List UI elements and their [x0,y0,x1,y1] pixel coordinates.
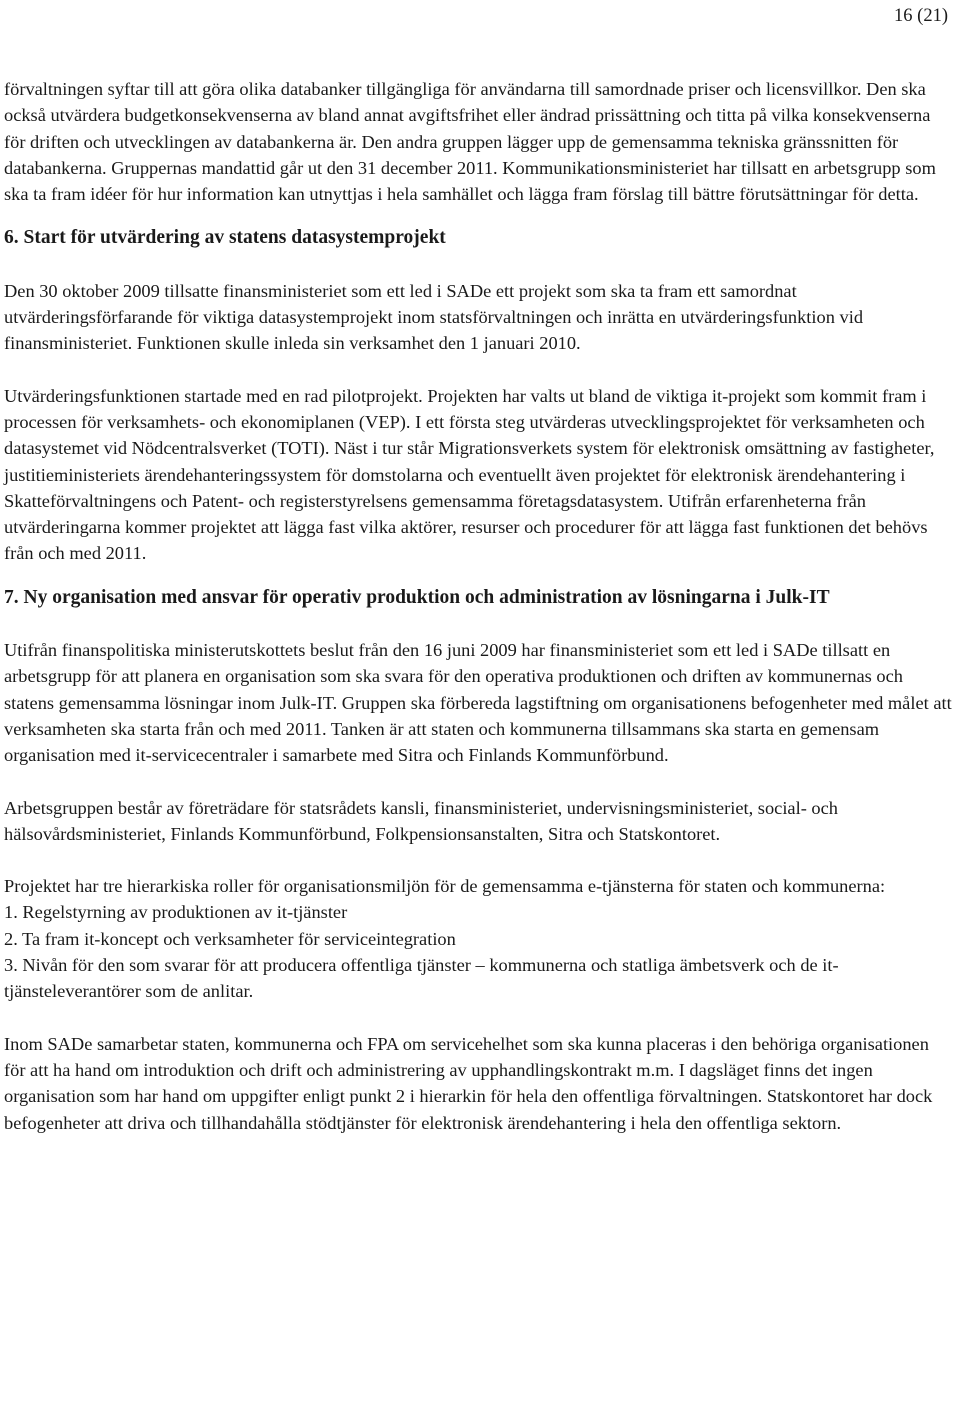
paragraph-sade-samarbete: Inom SADe samarbetar staten, kommunerna och FPA om servicehelhet som ska kunna placeras i den behöriga organisationen för att ha hand om introduktion och drift och administrering av upphandlingskontrakt m.m. I dagsläget finns det ingen organisation som har hand om uppgifter enligt punkt 2 i hierarkin för hela den offentliga förvaltningen. Statskontoret har dock befogenheter att driva och tillhandahålla stödtjänster för elektronisk ärendehantering i hela den offentliga sektorn. [4,1033,933,1133]
paragraph-roller-intro: Projektet har tre hierarkiska roller för organisationsmiljön för de gemensamma e-tjänsterna för staten och kommunerna: [4,876,886,897]
page-number: 16 (21) [894,6,948,26]
list-item: 3. Nivån för den som svarar för att producera offentliga tjänster – kommunerna och statliga ämbetsverk och de it-tjänsteleverantörer som de anlitar. [4,955,839,1002]
paragraph-ny-organisation: Utifrån finanspolitiska ministerutskottets beslut från den 16 juni 2009 har finansministeriet som ett led i SADe tillsatt en arbetsgrupp för att planera en organisation som ska svara för den operativa produktionen och driften av kommunernas och statens gemensamma lösningar inom Julk-IT. Gruppen ska förbereda lagstiftning om organisationens befogenheter med målet att verksamheten ska starta från och med 2011. Tanken är att staten och kommunerna tillsammans ska starta en gemensam organisation med it-servicecentraler i samarbete med Sitra och Finlands Kommunförbund. [4,640,952,766]
paragraph-databanker: förvaltningen syftar till att göra olika databanker tillgängliga för användarna till samordnade priser och licensvillkor. Den ska också utvärdera budgetkonsekvenserna av bland annat avgiftsfrihet eller ändrad prissättning och titta på vilka konsekvenserna för driften och utvecklingen av databankerna är. Den andra gruppen lägger upp de gemensamma tekniska gränssnitten för databankerna. Gruppernas mandattid går ut den 31 december 2011. Kommunikationsministeriet har tillsatt en arbetsgrupp som ska ta fram idéer för hur information kan utnyttjas i hela samhället och lägga fram förslag till bättre förutsättningar för detta. [4,79,936,205]
section-heading-6: 6. Start för utvärdering av statens datasystemprojekt [4,227,446,249]
roles-list [4,899,952,1004]
list-item: 2. Ta fram it-koncept och verksamheter för serviceintegration [4,928,456,949]
section-heading-7: 7. Ny organisation med ansvar för operativ produktion och administration av lösningarna i Julk-IT [4,586,830,608]
paragraph-utvardering-start: Den 30 oktober 2009 tillsatte finansministeriet som ett led i SADe ett projekt som ska ta fram ett samordnat utvärderingsförfarande för viktiga datasystemprojekt inom statsförvaltningen och inrätta en utvärderingsfunktion vid finansministeriet. Funktionen skulle inleda sin verksamhet den 1 januari 2010. [4,280,864,354]
list-item: 1. Regelstyrning av produktionen av it-tjänster [4,902,348,923]
paragraph-arbetsgruppen: Arbetsgruppen består av företrädare för statsrådets kansli, finansministeriet, undervisningsministeriet, social- och hälsovårdsministeriet, Finlands Kommunförbund, Folkpensionsanstalten, Sitra och Statskontoret. [4,797,838,844]
paragraph-pilotprojekt: Utvärderingsfunktionen startade med en rad pilotprojekt. Projekten har valts ut bland de viktiga it-projekt som kommit fram i processen för verksamhets- och ekonomiplanen (VEP). I ett första steg utvärderas utvecklingsprojektet för verksamheten och datasystemet vid Nödcentralsverket (TOTI). Näst i tur står Migrationsverkets system för elektronisk omsättning av fastigheter, justitieministeriets ärendehanteringssystem för domstolarna och eventuellt även projektet för elektronisk ärendehantering i Skatteförvaltningens och Patent- och registerstyrelsens gemensamma företagsdatasystem. Utifrån erfarenheterna från utvärderingarna kommer projektet att lägga fast vilka aktörer, resurser och procedurer för att lägga fast funktionen det behövs från och med 2011. [4,385,935,564]
document-body [4,76,952,1136]
